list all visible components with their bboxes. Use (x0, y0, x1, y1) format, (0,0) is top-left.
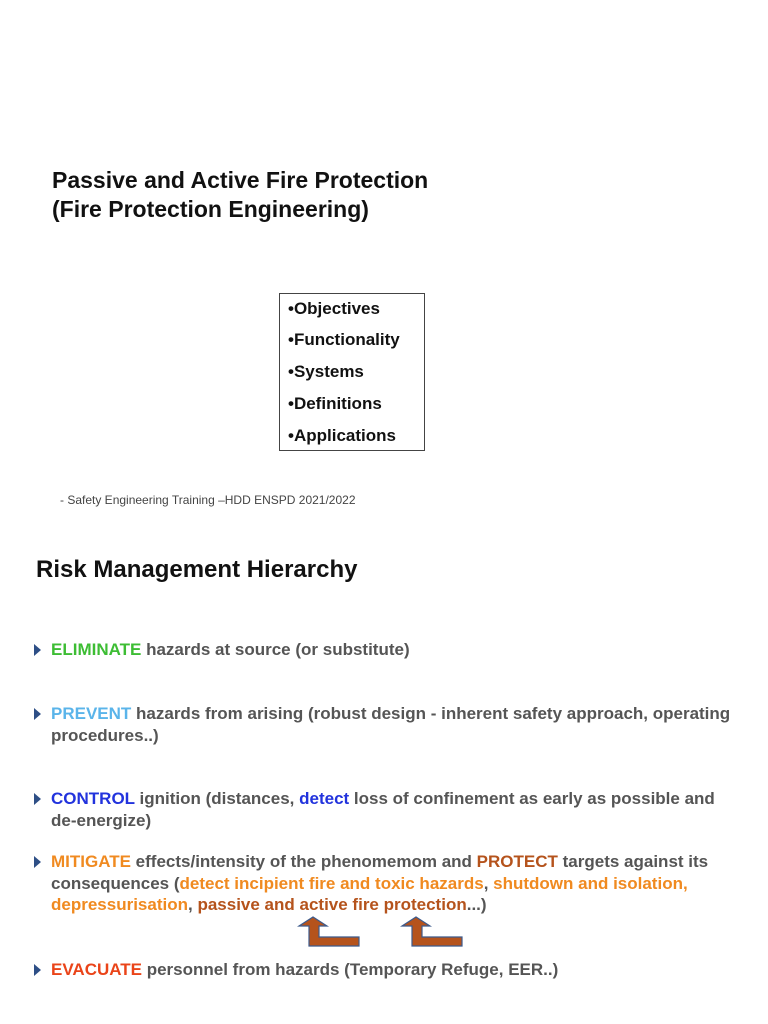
detect-incipient-text: detect incipient fire and toxic hazards (179, 873, 484, 893)
slide-title (52, 166, 428, 224)
list-item-prevent (51, 703, 741, 746)
keyword-mitigate: MITIGATE (51, 852, 131, 871)
triangle-bullet-icon (34, 708, 41, 720)
keyword-detect: detect (299, 789, 350, 808)
keyword-eliminate: ELIMINATE (51, 640, 142, 659)
shutdown-text: shutdown and isolation, depressurisation (51, 873, 688, 914)
footer-text: - Safety Engineering Training –HDD ENSPD 2021/2022 (60, 493, 356, 507)
keyword-protect: PROTECT (476, 852, 558, 871)
item-text: personnel from hazards (Temporary Refuge, EER..) (142, 960, 559, 979)
passive-active-text: passive and active fire protection (197, 895, 467, 914)
triangle-bullet-icon (34, 644, 41, 656)
bent-up-arrow-icon (400, 916, 464, 948)
slide-title-line1: Passive and Active Fire Protection (52, 167, 429, 193)
keyword-control: CONTROL (51, 789, 135, 808)
triangle-bullet-icon (34, 964, 41, 976)
item-text: targets against its consequences ( (51, 852, 709, 893)
topics-box (279, 293, 425, 451)
item-text: hazards from arising (robust design - inherent safety approach, operating procedures..) (51, 704, 731, 745)
item-text: , (188, 895, 198, 914)
item-text: effects/intensity of the phenomemom and (130, 852, 477, 871)
item-text: loss of confinement as early as possible and de-energize) (51, 789, 715, 830)
bent-up-arrow-icon (297, 916, 361, 948)
topic-definitions: •Definitions (288, 394, 382, 413)
topic-applications: •Applications (288, 426, 396, 445)
list-item-control (51, 788, 741, 831)
keyword-prevent: PREVENT (51, 704, 132, 723)
slide-title-line2: (Fire Protection Engineering) (52, 196, 369, 222)
section-title: Risk Management Hierarchy (36, 556, 358, 583)
item-text: , (483, 873, 494, 893)
topic-systems: •Systems (288, 362, 364, 381)
triangle-bullet-icon (34, 856, 41, 868)
item-text: ignition (distances, (134, 789, 300, 808)
list-item-eliminate (51, 639, 741, 661)
list-item-evacuate (51, 959, 741, 981)
list-item-mitigate (51, 851, 741, 916)
item-text: hazards at source (or substitute) (141, 640, 410, 659)
topic-objectives: •Objectives (288, 299, 380, 318)
item-text: ...) (466, 895, 487, 914)
triangle-bullet-icon (34, 793, 41, 805)
topic-functionality: •Functionality (288, 330, 400, 349)
keyword-evacuate: EVACUATE (51, 960, 142, 979)
